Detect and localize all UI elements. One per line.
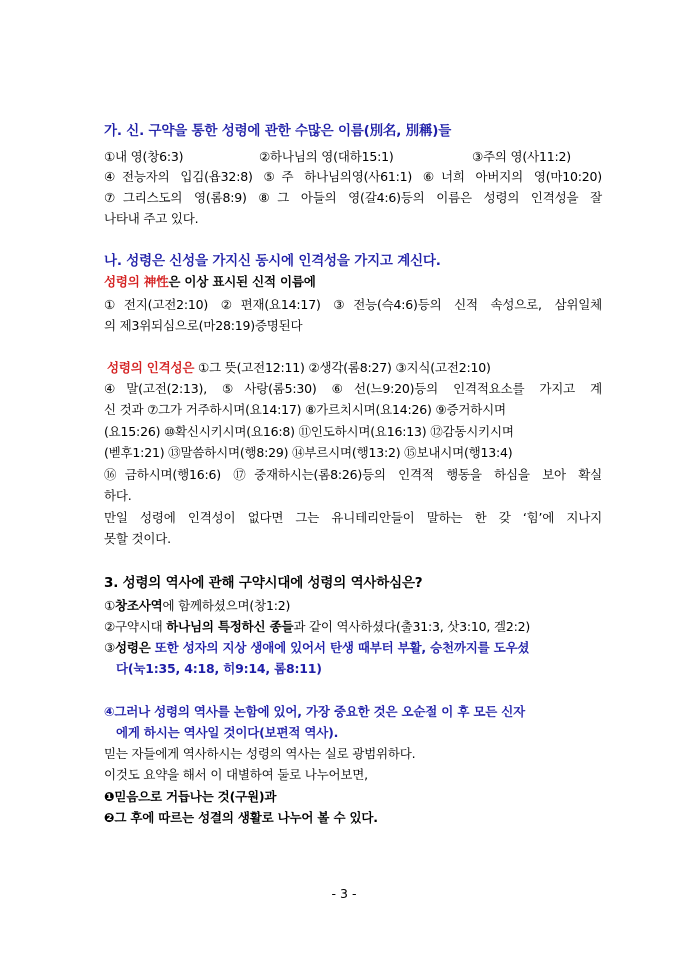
section-3-para-2: 이것도 요약을 해서 이 대별하여 둘로 나누어보면,	[104, 767, 368, 782]
page-number: - 3 -	[331, 886, 357, 901]
personality-label: 성령의 인격성은	[107, 360, 195, 375]
section-3-item-3	[104, 639, 529, 657]
divinity-label-rest: 은 이상 표시된 신적 이름에	[168, 274, 316, 289]
item-3-number: ③	[104, 640, 116, 655]
item-1-rest: 에 함께하셨으며(창1:2)	[162, 598, 291, 613]
section-3-item-3-cont: 다(눅1:35, 4:18, 히9:14, 롬8:11)	[116, 661, 322, 676]
section-ga-line-2: ④전능자의 입김(욥32:8) ⑤주 하나님의영(사61:1) ⑥너희 아버지의 영(마10:20)	[104, 169, 602, 184]
section-3-item-4: ④그러나 성령의 역사를 논함에 있어, 가장 중요한 것은 오순절 이 후 모든 신자	[104, 704, 526, 719]
divinity-label: 성령의 神性	[104, 274, 169, 289]
section-na-line-6: (벧후1:21) ⑬말씀하시며(행8:29) ⑭부르시며(행13:2) ⑮보내시며(행13:4)	[104, 445, 513, 460]
section-na-line-4: 신 것과 ⑦그가 거주하시며(요14:17) ⑧가르치시며(요14:26) ⑨증거하시며	[104, 402, 506, 417]
item-2-bold: 하나님의 특정하신 종들	[166, 619, 294, 634]
section-3-item-2	[104, 618, 530, 636]
item-1-number: ①	[104, 598, 116, 613]
section-3-bullet-2: ❷그 후에 따르는 성결의 생활로 나누어 볼 수 있다.	[104, 810, 378, 825]
item-2-rest: 과 같이 역사하셨다(출31:3, 삿3:10, 겔2:2)	[293, 619, 531, 634]
section-ga-heading: 가. 신. 구약을 통한 성령에 관한 수많은 이름(別名, 別稱)들	[104, 123, 452, 139]
section-na-line-3: ④말(고전(2:13), ⑤사랑(롬5:30) ⑥선(느9:20)등의 인격적요소를 가지고 계	[104, 381, 602, 396]
item-2-prefix: ②구약시대	[104, 619, 167, 634]
section-ga-line-4: 나타내 주고 있다.	[104, 211, 199, 226]
section-3-bullet-1: ❶믿음으로 거듭나는 것(구원)과	[104, 789, 277, 804]
section-3-item-1	[104, 597, 290, 615]
item-3-bold: 성령은	[115, 640, 151, 655]
section-na-line-2: 의 제3위되심으로(마28:19)증명된다	[104, 318, 303, 333]
section-ga-line-3: ⑦그리스도의 영(롬8:9) ⑧그 아들의 영(갈4:6)등의 이름은 성령의 인격성을 잘	[104, 190, 602, 205]
section-na-line-8: 하다.	[104, 488, 132, 503]
section-na-line-10: 못할 것이다.	[104, 531, 171, 546]
section-3-item-4-cont: 에게 하시는 역사일 것이다(보편적 역사).	[116, 725, 339, 740]
item-1-bold: 창조사역	[115, 598, 163, 613]
section-na-line-9: 만일 성령에 인격성이 없다면 그는 유니테리안들이 말하는 한 갖 ‘힘’에 지나지	[104, 510, 602, 525]
name-item-1: ①내 영(창6:3)	[104, 149, 184, 164]
section-na-line-5: (요15:26) ⑩확신시키시며(요16:8) ⑪인도하시며(요16:13) ⑫감동시키시며	[104, 424, 514, 439]
name-item-3: ③주의 영(사11:2)	[472, 149, 571, 164]
section-na-heading: 나. 성령은 신성을 가지신 동시에 인격성을 가지고 계신다.	[104, 253, 441, 269]
section-na-line-1: ①전지(고전2:10) ②편재(요14:17) ③전능(슥4:6)등의 신적 속성으로, 삼위일체	[104, 297, 602, 312]
name-item-2: ②하나님의 영(대하15:1)	[259, 149, 394, 164]
section-3-heading: 3. 성령의 역사에 관해 구약시대에 성령의 역사하심은?	[104, 575, 423, 591]
personality-intro	[107, 359, 491, 377]
item-3-blue: 또한 성자의 지상 생애에 있어서 탄생 때부터 부활, 승천까지를 도우셨	[150, 640, 530, 655]
personality-rest: ①그 뜻(고전12:11) ②생각(롬8:27) ③지식(고전2:10)	[194, 360, 491, 375]
section-na-subheading	[104, 273, 316, 291]
section-3-para-1: 믿는 자들에게 역사하시는 성령의 역사는 실로 광범위하다.	[104, 746, 416, 761]
section-na-line-7: ⑯금하시며(행16:6) ⑰중재하시는(롬8:26)등의 인격적 행동을 하심을 보아 확실	[104, 467, 602, 482]
